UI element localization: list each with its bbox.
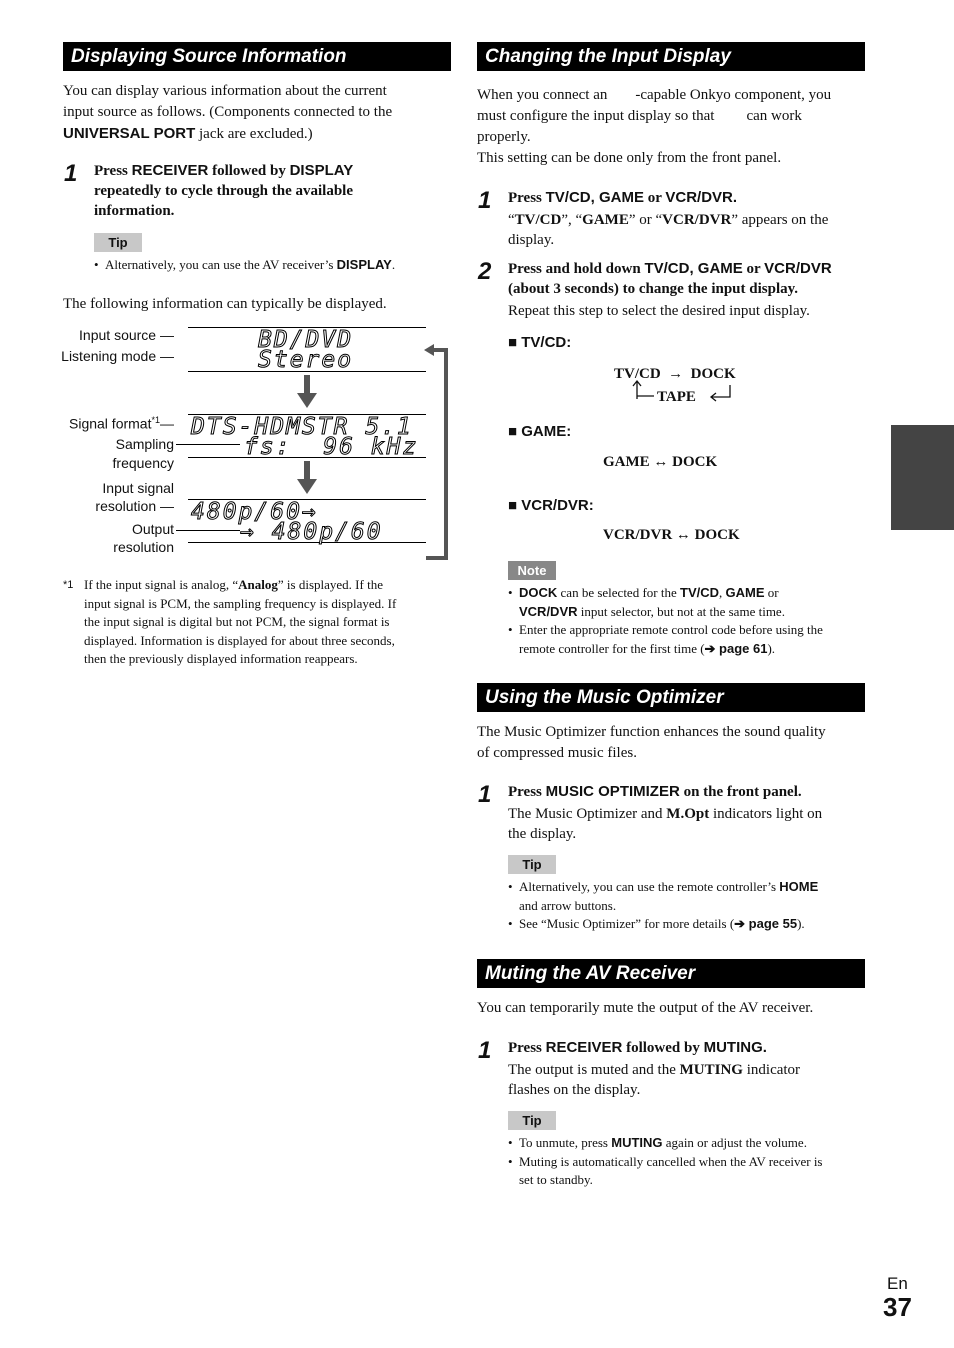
mute-step-1: Press RECEIVER followed by MUTING. The output is muted and the MUTING indicator flashes on the display. bbox=[508, 1039, 801, 1098]
lcd-output-resolution: → 480p/60 bbox=[240, 519, 383, 545]
intro-line-3: jack are excluded.) bbox=[195, 126, 313, 142]
down-arrow-icon bbox=[296, 375, 318, 409]
tip-text: • Alternatively, you can use the AV receiver’s DISPLAY. bbox=[94, 256, 465, 275]
lcd-listening-mode: Stereo bbox=[258, 347, 354, 373]
step-number: 2 bbox=[478, 258, 492, 285]
step-number: 1 bbox=[478, 781, 492, 808]
tip-item: • See “Music Optimizer” for more details (➔ page 55). bbox=[508, 915, 866, 934]
music-intro: The Music Optimizer function enhances the sound quality of compressed music files. bbox=[477, 724, 826, 761]
lcd-input-resolution: 480p/60→ bbox=[191, 499, 318, 525]
mute-intro: You can temporarily mute the output of the AV receiver. bbox=[477, 1000, 814, 1016]
label-frequency: frequency bbox=[112, 455, 174, 471]
page-link[interactable]: ➔ page 55 bbox=[734, 916, 798, 931]
section-title-display-info: Displaying Source Information bbox=[63, 42, 451, 71]
mute-tip-list bbox=[508, 1134, 866, 1190]
tip-item: • Muting is automatically cancelled when the AV receiver is set to standby. bbox=[508, 1153, 866, 1190]
down-arrow-icon bbox=[296, 461, 318, 495]
note-list bbox=[508, 584, 866, 658]
label-output-resolution: resolution bbox=[113, 539, 174, 555]
page-number: 37 bbox=[883, 1292, 912, 1322]
label-input-source: Input source — bbox=[79, 327, 174, 343]
step-number: 1 bbox=[64, 160, 78, 187]
page-link[interactable]: ➔ page 61 bbox=[704, 640, 768, 656]
following-info-text: The following information can typically be displayed. bbox=[63, 296, 387, 312]
note-badge: Note bbox=[508, 561, 556, 580]
display-intro bbox=[63, 81, 453, 145]
label-signal-format: Signal format$^{*1}$— bbox=[69, 415, 174, 432]
display-step-1: Press RECEIVER followed by DISPLAY repeatedly to cycle through the available information. bbox=[94, 162, 354, 219]
label-listening-mode: Listening mode — bbox=[61, 348, 174, 364]
intro-line-2: input source as follows. (Components connected to the bbox=[63, 104, 393, 120]
chapter-tab bbox=[891, 425, 954, 530]
music-step-1: Press MUSIC OPTIMIZER on the front panel. The Music Optimizer and M.Opt indicators light on the display. bbox=[508, 783, 823, 842]
section-title-input-display: Changing the Input Display bbox=[477, 42, 865, 71]
note-item: • DOCK can be selected for the TV/CD, GAME or VCR/DVR input selector, but not at the same time. bbox=[508, 584, 866, 621]
section-title-music-optimizer: Using the Music Optimizer bbox=[477, 683, 865, 712]
note-item: • Enter the appropriate remote control code before using the remote controller for the first time (➔ page 61). bbox=[508, 621, 866, 658]
vcr-heading: ■ VCR/DVR: bbox=[508, 497, 594, 514]
tip-item: • Alternatively, you can use the remote controller’s HOME and arrow buttons. bbox=[508, 878, 866, 915]
return-arrow-icon bbox=[708, 383, 734, 403]
label-input-resolution: resolution — bbox=[95, 498, 174, 514]
input-intro: When you connect an -capable Onkyo component, you must configure the input display so that can work properly. This setting can be done only from the front panel. bbox=[477, 87, 832, 166]
universal-port-label: UNIVERSAL PORT bbox=[63, 125, 196, 142]
tip-item: • To unmute, press MUTING again or adjust the volume. bbox=[508, 1134, 866, 1153]
music-tip-list bbox=[508, 878, 866, 934]
lcd-signal-format: DTS-HDMSTR 5.1 bbox=[191, 414, 413, 440]
tip-badge: Tip bbox=[508, 1111, 556, 1130]
section-title-muting: Muting the AV Receiver bbox=[477, 959, 865, 988]
label-input-signal: Input signal bbox=[102, 480, 174, 496]
label-output: Output bbox=[131, 521, 174, 537]
game-heading: ■ GAME: bbox=[508, 423, 572, 440]
tip-badge: Tip bbox=[508, 855, 556, 874]
intro-line-1: You can display various information about the current bbox=[63, 83, 387, 99]
loop-arrow-icon bbox=[630, 379, 656, 401]
step-number: 1 bbox=[478, 187, 492, 214]
cycle-return-arrow-icon bbox=[424, 344, 450, 564]
game-sequence: GAME ↔ DOCK bbox=[603, 454, 718, 470]
tip-badge: Tip bbox=[94, 233, 142, 252]
input-step-2: Press and hold down TV/CD, GAME or VCR/DVR (about 3 seconds) to change the input display. Repeat this step to select the desired input display. bbox=[508, 260, 832, 319]
lcd-sampling: fs: 96 kHz bbox=[244, 434, 419, 460]
lcd-input-source: BD/DVD bbox=[258, 327, 354, 353]
label-sampling: Sampling bbox=[115, 436, 174, 452]
tvcd-tape: TAPE bbox=[657, 389, 696, 405]
vcr-sequence: VCR/DVR ↔ DOCK bbox=[603, 527, 740, 543]
language-label: En bbox=[887, 1274, 908, 1293]
tvcd-heading: ■ TV/CD: bbox=[508, 334, 572, 351]
step-number: 1 bbox=[478, 1037, 492, 1064]
tvcd-sequence: TV/CD → DOCK bbox=[614, 366, 736, 382]
footnote: *1 If the input signal is analog, “Analog” is displayed. If the input signal is PCM, the sampling frequency is displayed. If the input signal is digital but not PCM, the signal format is displayed. Information is displayed for about three seconds, then the previously displayed information reappears. bbox=[63, 577, 397, 666]
input-step-1: Press TV/CD, GAME or VCR/DVR. “TV/CD”, “GAME” or “VCR/DVR” appears on the display. bbox=[508, 189, 829, 248]
